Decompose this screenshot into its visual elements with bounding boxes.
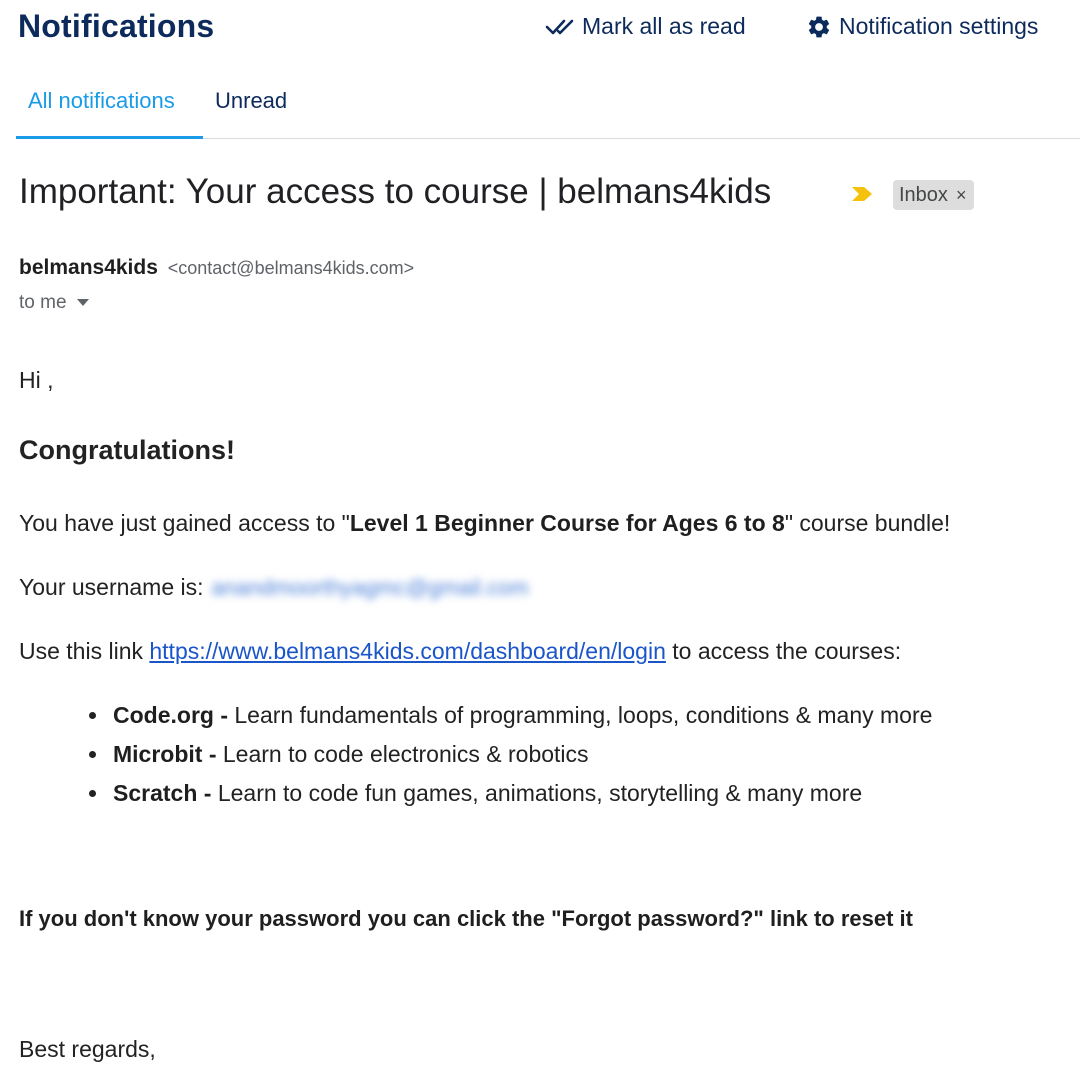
link-prefix: Use this link	[19, 638, 150, 664]
username-value-redacted: anandmoorthyagmc@gmail.com	[211, 574, 529, 600]
access-suffix: " course bundle!	[784, 510, 951, 536]
list-item	[85, 739, 932, 778]
username-label: Your username is:	[19, 574, 204, 600]
access-prefix: You have just gained access to "	[19, 510, 350, 536]
login-link-paragraph	[19, 638, 901, 665]
double-check-icon	[545, 18, 575, 36]
page-title: Notifications	[18, 8, 215, 44]
mark-all-read-label: Mark all as read	[582, 13, 746, 39]
course-description: Learn to code electronics & robotics	[216, 741, 589, 767]
password-note: If you don't know your password you can click the "Forgot password?" link to reset it	[19, 906, 913, 931]
recipient-details-toggle[interactable]	[19, 292, 89, 314]
gear-icon	[806, 14, 832, 40]
tab-unread[interactable]: Unread	[215, 88, 288, 113]
course-list	[85, 700, 932, 817]
email-greeting: Hi ,	[19, 367, 54, 393]
list-item	[85, 700, 932, 739]
access-paragraph	[19, 510, 950, 537]
remove-label-icon[interactable]: ×	[955, 184, 967, 205]
notification-settings-label: Notification settings	[839, 13, 1039, 39]
course-bundle-name: Level 1 Beginner Course for Ages 6 to 8	[349, 510, 785, 536]
notification-tabs	[16, 70, 1080, 139]
course-description: Learn to code fun games, animations, storytelling & many more	[211, 780, 863, 806]
caret-down-icon	[77, 299, 89, 307]
sender-email: <contact@belmans4kids.com>	[167, 258, 415, 278]
sender-name: belmans4kids	[19, 256, 158, 279]
active-tab-indicator	[16, 136, 203, 139]
link-suffix: to access the courses:	[665, 638, 902, 664]
tab-all-notifications[interactable]: All notifications	[28, 88, 175, 113]
mark-all-read-button[interactable]	[545, 13, 746, 40]
header	[0, 0, 1080, 60]
sender-line	[19, 256, 414, 280]
course-description: Learn fundamentals of programming, loops, conditions & many more	[228, 702, 933, 728]
login-link[interactable]: https://www.belmans4kids.com/dashboard/en/login	[149, 638, 666, 664]
email-signoff: Best regards,	[19, 1036, 156, 1062]
recipient-label: to me	[19, 292, 67, 313]
course-name: Scratch -	[113, 780, 212, 806]
course-name: Code.org -	[113, 702, 228, 728]
email-heading: Congratulations!	[19, 435, 235, 465]
username-paragraph	[19, 574, 529, 601]
list-item	[85, 778, 932, 817]
inbox-label-chip	[893, 180, 974, 210]
email-subject: Important: Your access to course | belmans4kids	[19, 172, 772, 211]
importance-marker-icon[interactable]	[850, 185, 874, 203]
course-name: Microbit -	[113, 741, 217, 767]
inbox-label: Inbox	[899, 183, 948, 206]
notification-settings-button[interactable]	[806, 13, 1038, 40]
